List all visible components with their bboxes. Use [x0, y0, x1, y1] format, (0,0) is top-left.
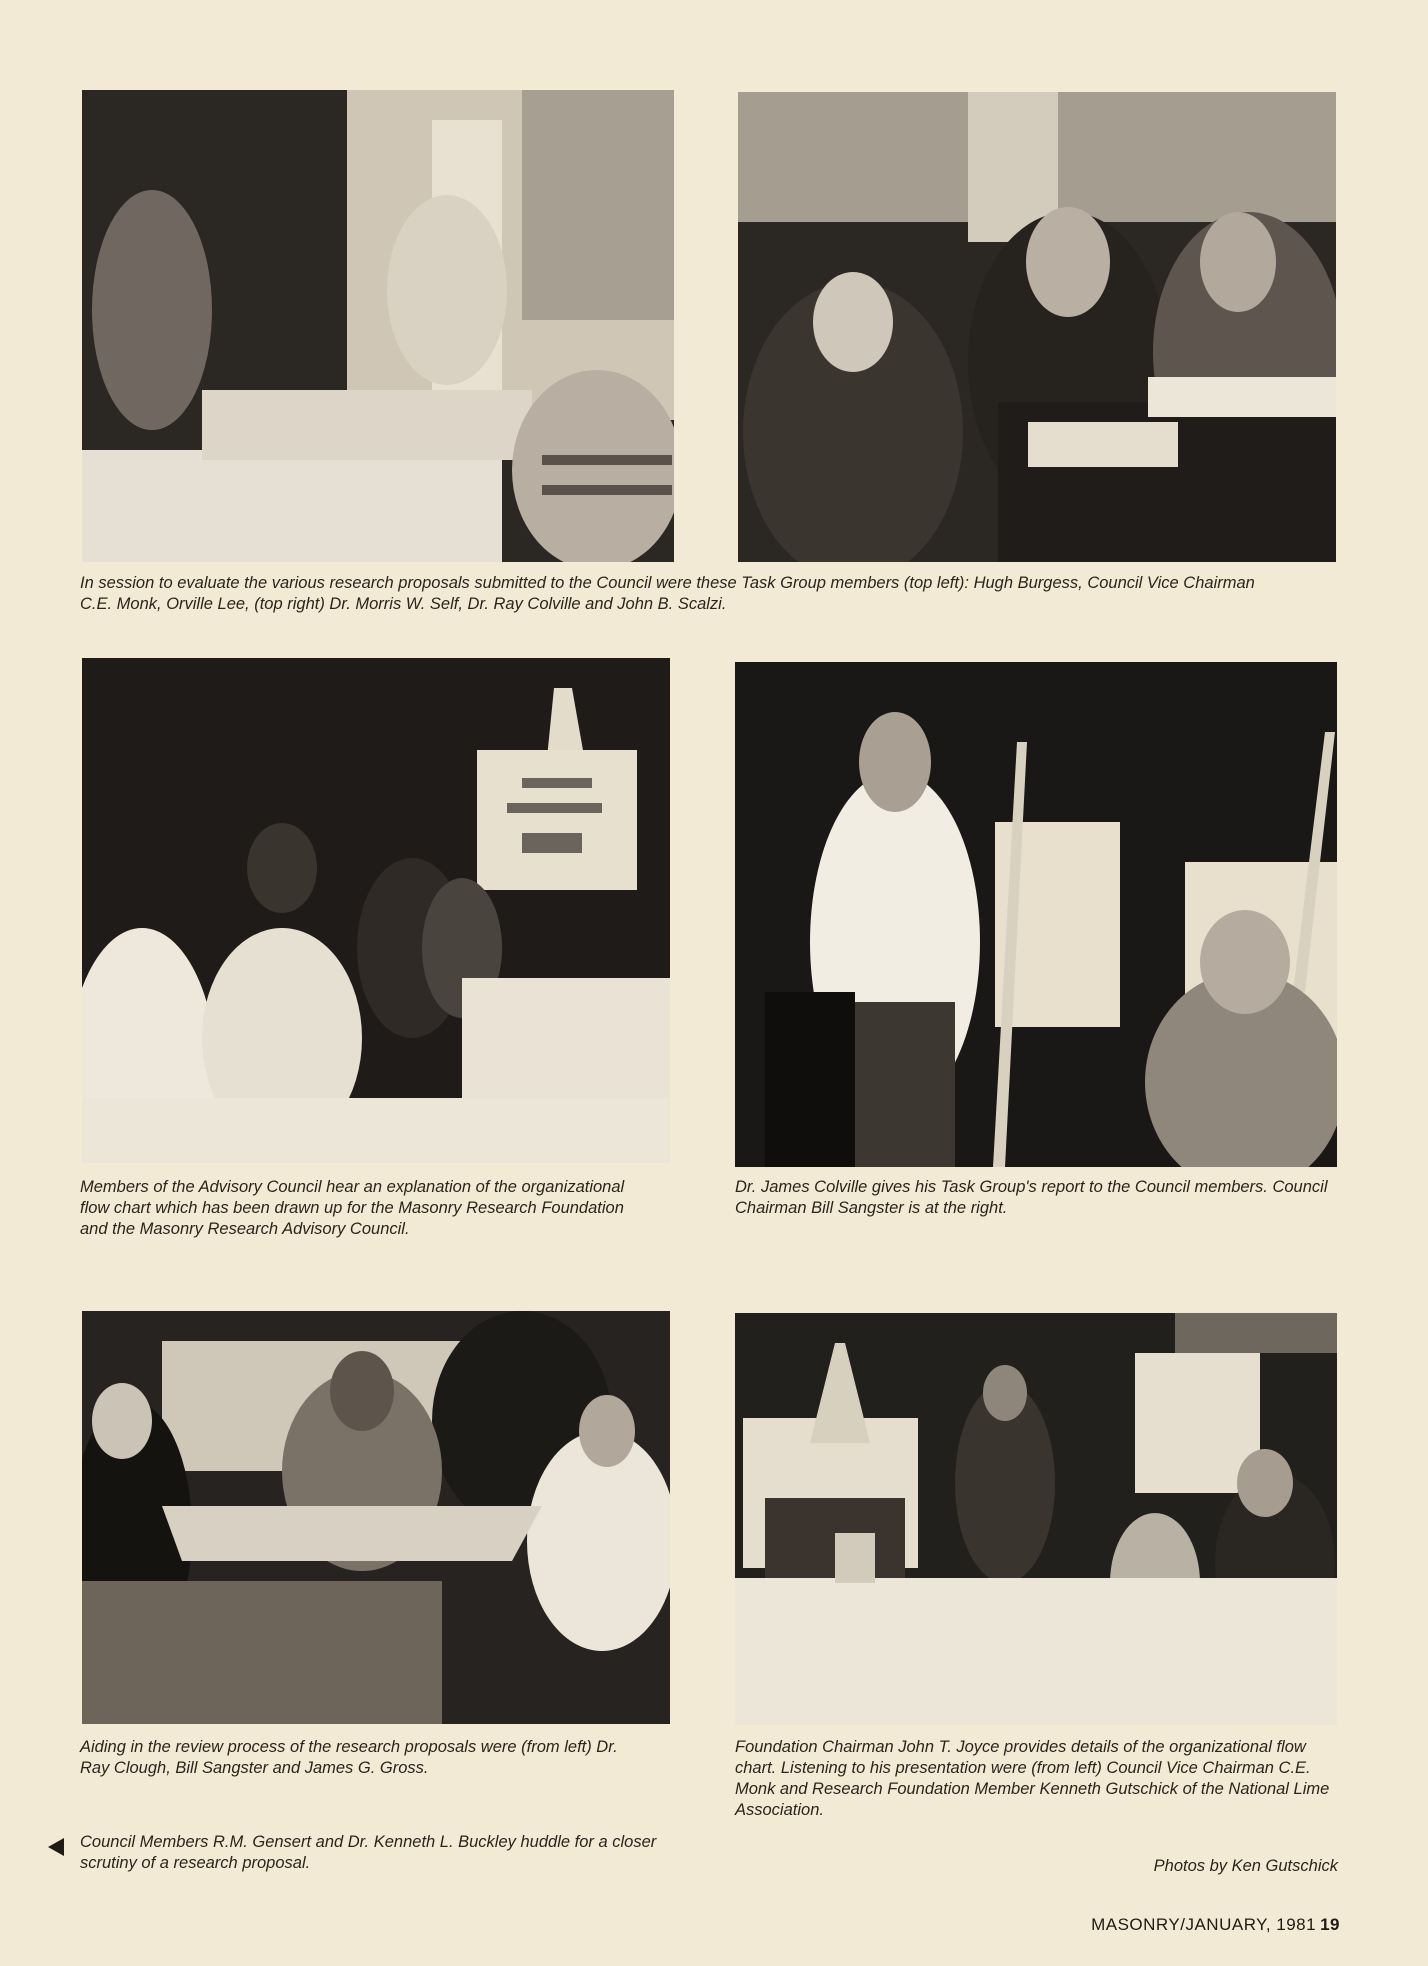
caption-joyce-presentation: Foundation Chairman John T. Joyce provides details of the organizational flow chart. Listening to his presentation were (from left) Council Vice Chairman C.E. Monk and Research Foundation Member Kenneth Gutschick of the National Lime Association.	[735, 1738, 1330, 1819]
photo-task-group-top-left	[82, 90, 674, 562]
caption-advisory-council: Members of the Advisory Council hear an explanation of the organizational flow chart which has been drawn up for the Masonry Research Foundation and the Masonry Research Advisory Council.	[80, 1178, 625, 1238]
pointer-arrow-icon	[48, 1838, 64, 1856]
photo-colville-report	[735, 662, 1337, 1167]
caption-review-process: Aiding in the review process of the research proposals were (from left) Dr. Ray Clough, Bill Sangster and James G. Gross.	[80, 1738, 618, 1777]
page-number: 19	[1320, 1915, 1340, 1934]
photo-credit: Photos by Ken Gutschick	[1153, 1857, 1338, 1875]
page-folio	[1091, 1915, 1340, 1935]
caption-top-photos: In session to evaluate the various research proposals submitted to the Council were these Task Group members (top left): Hugh Burgess, Council Vice Chairman C.E. Monk, Orville Lee, (top right) Dr. Morris W. Self, Dr. Ray Colville and John B. Scalzi.	[80, 574, 1255, 613]
photo-joyce-presentation	[735, 1313, 1337, 1725]
photo-task-group-top-right	[738, 92, 1336, 562]
caption-pointer-note: Council Members R.M. Gensert and Dr. Kenneth L. Buckley huddle for a closer scrutiny of a research proposal.	[80, 1833, 657, 1872]
photo-review-process	[82, 1311, 670, 1724]
folio-publication: MASONRY/JANUARY, 1981	[1091, 1915, 1317, 1934]
photo-advisory-council-flow-chart	[82, 658, 670, 1163]
caption-colville-report: Dr. James Colville gives his Task Group's report to the Council members. Council Chairman Bill Sangster is at the right.	[735, 1178, 1328, 1217]
